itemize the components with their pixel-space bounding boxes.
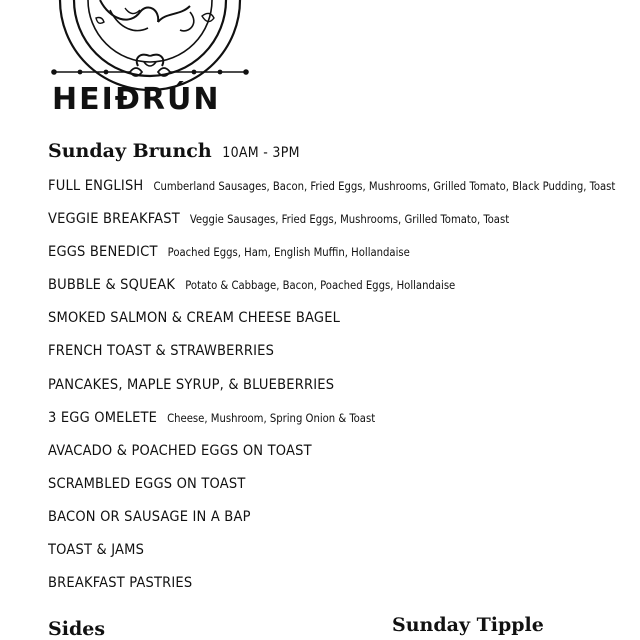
menu-item: [48, 509, 638, 542]
menu-item-name: SCRAMBLED EGGS ON TOAST: [48, 475, 246, 492]
menu-item: [48, 178, 638, 211]
menu-item-name: BACON OR SAUSAGE IN A BAP: [48, 508, 251, 525]
section-header: [48, 140, 300, 162]
menu-item-description: Veggie Sausages, Fried Eggs, Mushrooms, Grilled Tomato, Toast: [189, 213, 510, 227]
menu-item-name: 3 EGG OMELETE: [48, 409, 158, 426]
menu-item: [48, 542, 638, 575]
section-hours: 10AM - 3PM: [222, 145, 300, 161]
menu-item-name: AVACADO & POACHED EGGS ON TOAST: [48, 442, 312, 459]
menu-item: [48, 410, 638, 443]
section-title: Sunday Brunch: [48, 140, 212, 162]
sunday-tipple-heading: Sunday Tipple: [392, 614, 544, 636]
menu-item-name: FULL ENGLISH: [48, 178, 144, 194]
menu-item-description: Poached Eggs, Ham, English Muffin, Hollandaise: [167, 246, 410, 260]
menu-item: [48, 310, 638, 343]
menu-item-description: Potato & Cabbage, Bacon, Poached Eggs, Hollandaise: [185, 279, 456, 293]
menu-item: [48, 443, 638, 476]
menu-item: [48, 476, 638, 509]
menu-item: [48, 343, 638, 376]
menu-item-name: FRENCH TOAST & STRAWBERRIES: [48, 343, 275, 360]
menu-item-name: VEGGIE BREAKFAST: [48, 211, 180, 228]
menu-item: [48, 277, 638, 310]
menu-item: [48, 377, 638, 410]
menu-item-name: TOAST & JAMS: [48, 542, 145, 559]
menu-item-name: SMOKED SALMON & CREAM CHEESE BAGEL: [48, 310, 341, 327]
menu-item-name: BUBBLE & SQUEAK: [48, 277, 176, 294]
menu-item-description: Cheese, Mushroom, Spring Onion & Toast: [167, 411, 376, 425]
brunch-menu-list: [48, 178, 638, 608]
brand-name: HEIÐRÚN: [52, 82, 221, 117]
menu-item: [48, 211, 638, 244]
menu-item-name: PANCAKES, MAPLE SYRUP, & BLUEBERRIES: [48, 376, 335, 393]
menu-item-description: Cumberland Sausages, Bacon, Fried Eggs, Mushrooms, Grilled Tomato, Black Pudding, Toast: [153, 180, 616, 193]
menu-item-name: BREAKFAST PASTRIES: [48, 575, 193, 592]
menu-item: [48, 244, 638, 277]
sides-heading: Sides: [48, 618, 106, 640]
menu-item: [48, 575, 638, 608]
menu-item-name: EGGS BENEDICT: [48, 244, 158, 261]
